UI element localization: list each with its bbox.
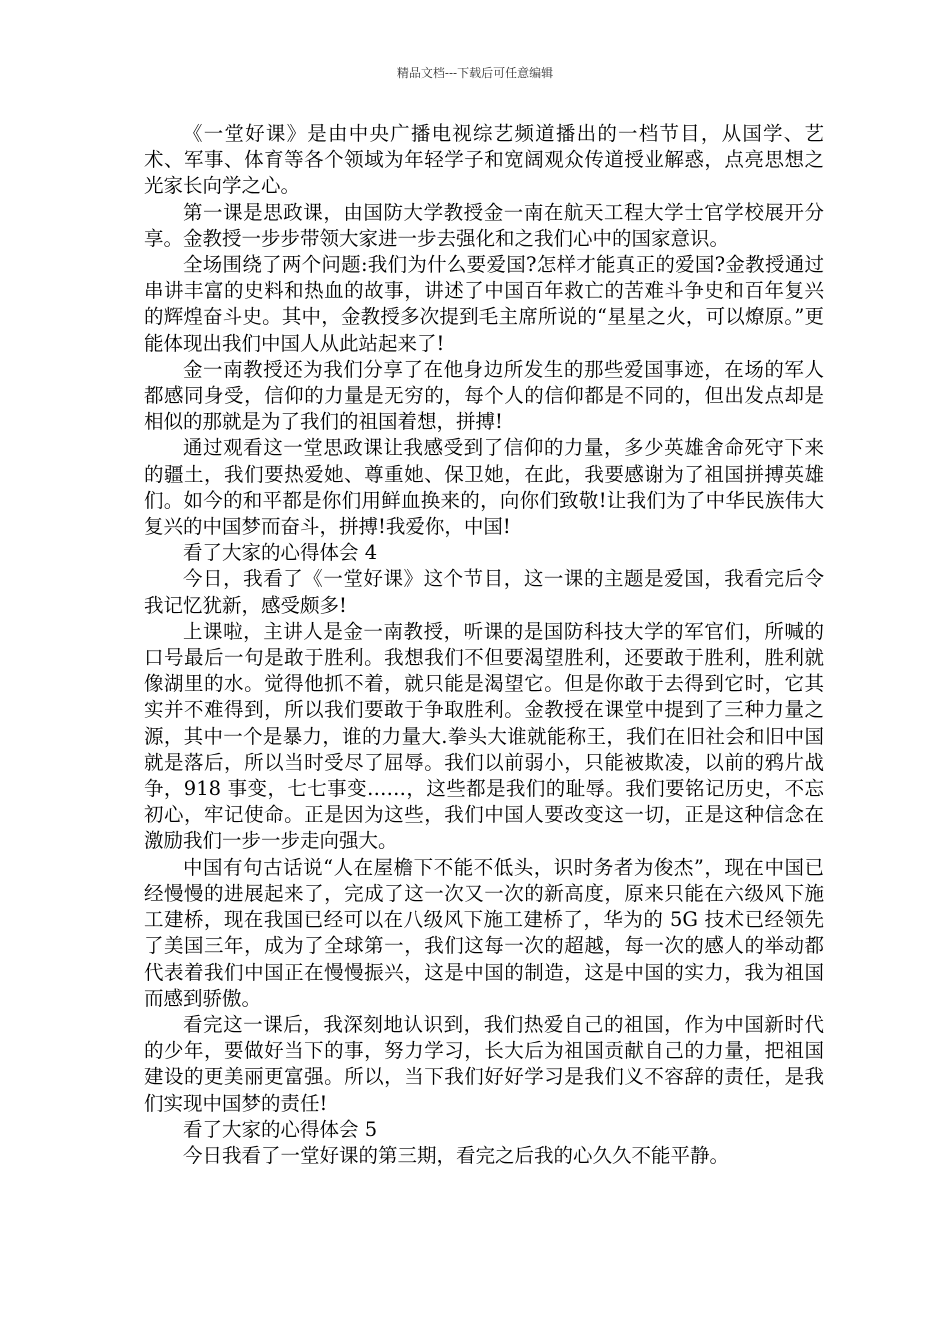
paragraph-1: 《一堂好课》是由中央广播电视综艺频道播出的一档节目，从国学、艺术、军事、体育等各个领域为年轻学子和宽阔观众传道授业解惑，点亮思想之光家长向学之心。	[144, 122, 824, 198]
document-body	[144, 121, 824, 1169]
paragraph-6: 今日，我看了《一堂好课》这个节目，这一课的主题是爱国，我看完后令我记忆犹新，感受颇多!	[144, 567, 824, 617]
paragraph-7: 上课啦，主讲人是金一南教授，听课的是国防科技大学的军官们，所喊的口号最后一句是敢于胜利。我想我们不但要渴望胜利，还要敢于胜利，胜利就像湖里的水。觉得他抓不着，就只能是渴望它。但是你敢于去得到它时，它其实并不难得到，所以我们要敢于争取胜利。金教授在课堂中提到了三种力量之源，其中一个是暴力，谁的力量大.拳头大谁就能称王，我们在旧社会和旧中国就是落后，所以当时受尽了屈辱。我们以前弱小，只能被欺凌，以前的鸦片战争，918 事变，七七事变……，这些都是我们的耻辱。我们要铭记历史，不忘初心，牢记使命。正是因为这些，我们中国人要改变这一切，正是这种信念在激励我们一步一步走向强大。	[144, 619, 824, 853]
paragraph-2: 第一课是思政课，由国防大学教授金一南在航天工程大学士官学校展开分享。金教授一步步带领大家进一步去强化和之我们心中的国家意识。	[144, 200, 824, 250]
page-header: 精品文档---下载后可任意编辑	[396, 66, 554, 80]
paragraph-4: 金一南教授还为我们分享了在他身边所发生的那些爱国事迹，在场的军人都感同身受，信仰的力量是无穷的，每个人的信仰都是不同的，但出发点却是相似的那就是为了我们的祖国着想，拼搏!	[144, 357, 824, 434]
paragraph-3: 全场围绕了两个问题:我们为什么要爱国?怎样才能真正的爱国?金教授通过串讲丰富的史料和热血的故事，讲述了中国百年救亡的苦难斗争史和百年复兴的辉煌奋斗史。其中，金教授多次提到毛主席所说的“星星之火，可以燎原。”更能体现出我们中国人从此站起来了!	[144, 253, 824, 355]
paragraph-9: 看完这一课后，我深刻地认识到，我们热爱自己的祖国，作为中国新时代的少年，要做好当下的事，努力学习，长大后为祖国贡献自己的力量，把祖国建设的更美丽更富强。所以，当下我们好好学习是我们义不容辞的责任，是我们实现中国梦的责任!	[144, 1012, 824, 1115]
paragraph-10: 今日我看了一堂好课的第三期，看完之后我的心久久不能平静。	[183, 1143, 730, 1167]
paragraph-5: 通过观看这一堂思政课让我感受到了信仰的力量，多少英雄舍命死守下来的疆土，我们要热爱她、尊重她、保卫她，在此，我要感谢为了祖国拼搏英雄们。如今的和平都是你们用鲜血换来的，向你们致敬!让我们为了中华民族伟大复兴的中国梦而奋斗，拼搏!我爱你，中国!	[144, 436, 824, 539]
section-heading-4: 看了大家的心得体会 4	[183, 541, 378, 565]
paragraph-8: 中国有句古话说“人在屋檐下不能不低头，识时务者为俊杰”，现在中国已经慢慢的进展起来了，完成了这一次又一次的新高度，原来只能在六级风下施工建桥，现在我国已经可以在八级风下施工建桥了，华为的 5G 技术已经领先了美国三年，成为了全球第一，我们这每一次的超越，每一次的感人的举动都代表着我们中国正在慢慢振兴，这是中国的制造，这是中国的实力，我为祖国而感到骄傲。	[144, 855, 824, 1010]
section-heading-5: 看了大家的心得体会 5	[183, 1117, 378, 1141]
